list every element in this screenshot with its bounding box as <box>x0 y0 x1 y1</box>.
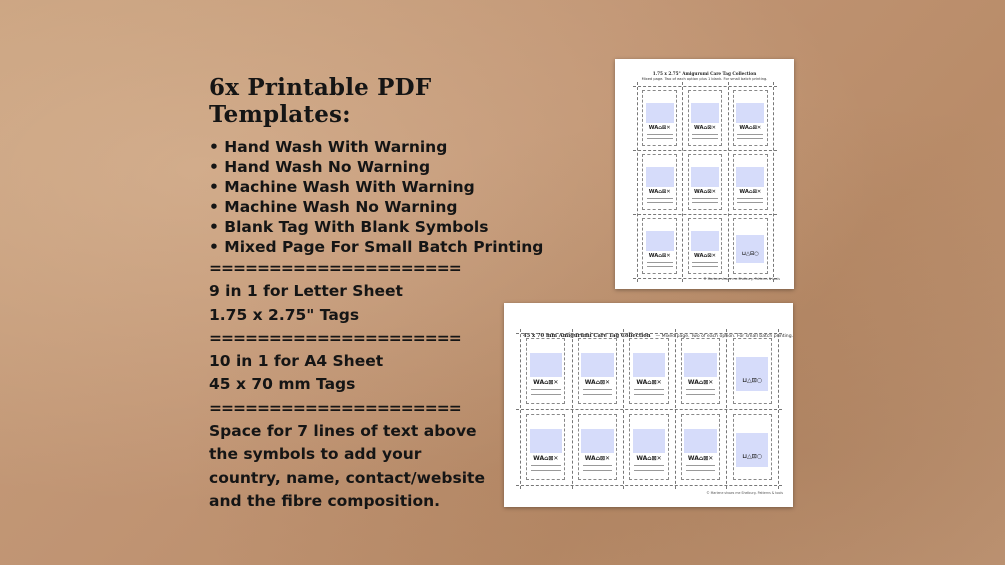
a4-sheet-info: 10 in 1 for A4 Sheet <box>209 352 384 371</box>
care-text-line <box>583 470 613 471</box>
separator-line: ===================== <box>209 328 461 347</box>
space-info-line: country, name, contact/website <box>209 468 485 487</box>
care-symbols: WA⌂⊠✕ <box>739 188 762 195</box>
text-area-box <box>691 103 719 123</box>
care-symbols: ⊔△⊡○ <box>742 453 762 461</box>
care-text-line <box>531 389 561 390</box>
care-tag <box>642 90 676 146</box>
care-symbols: WA⌂⊠✕ <box>648 124 671 131</box>
cut-line-vertical <box>682 82 683 282</box>
care-text-line <box>737 134 763 135</box>
letter-sheet-subtitle: Mixed page. Two of each option plus 1 blank. For small batch printing. <box>641 77 768 81</box>
text-area-box <box>633 353 666 377</box>
care-tag <box>681 414 720 481</box>
care-symbols: WA⌂⊠✕ <box>636 454 662 462</box>
care-tag <box>733 90 767 146</box>
text-area-box <box>633 429 666 453</box>
care-tag <box>733 218 767 274</box>
care-tag <box>688 218 722 274</box>
text-area-box <box>530 429 563 453</box>
care-text-line <box>531 394 561 395</box>
text-area-box <box>736 433 769 466</box>
care-symbols: WA⌂⊠✕ <box>687 454 714 462</box>
care-symbols: WA⌂⊠✕ <box>694 188 716 195</box>
care-text-line <box>531 465 561 466</box>
care-symbols: WA⌂⊠✕ <box>694 252 716 259</box>
care-symbols: WA⌂⊠✕ <box>533 378 559 386</box>
care-text-line <box>692 202 718 203</box>
a4-tag-size: 45 x 70 mm Tags <box>209 375 356 394</box>
text-area-box <box>684 429 717 453</box>
care-symbols: WA⌂⊠✕ <box>584 378 611 386</box>
care-text-line <box>686 394 716 395</box>
space-info-line: Space for 7 lines of text above <box>209 422 477 441</box>
text-area-box <box>736 167 764 187</box>
care-text-line <box>634 470 664 471</box>
template-list-item: • Hand Wash No Warning <box>209 158 431 176</box>
care-symbols: ⊔△⊡○ <box>742 377 762 385</box>
care-symbols: WA⌂⊠✕ <box>694 124 716 131</box>
cut-line-horizontal <box>633 86 777 87</box>
separator-line: ===================== <box>209 398 461 417</box>
letter-sheet-title: 1.75 x 2.75" Amigurumi Care Tag Collection <box>652 71 757 76</box>
care-symbols: ⊔△⊡○ <box>741 251 759 258</box>
care-tag <box>733 338 772 405</box>
text-area-box <box>691 231 719 251</box>
template-list-item: • Mixed Page For Small Batch Printing <box>209 238 544 256</box>
a4-tag-grid <box>520 333 778 485</box>
care-text-line <box>737 198 763 199</box>
text-area-box <box>530 353 563 377</box>
template-list-item: • Hand Wash With Warning <box>209 138 448 156</box>
care-tag <box>526 338 565 405</box>
care-tag <box>526 414 565 481</box>
text-area-box <box>581 429 614 453</box>
care-tag <box>681 338 720 405</box>
letter-sheet-footer: © Marlene shows me Shelburg. Patterns & tools <box>703 277 780 281</box>
care-text-line <box>686 389 716 390</box>
space-info-line: and the fibre composition. <box>209 491 441 510</box>
care-text-line <box>531 470 561 471</box>
a4-sheet-footer: © Marlene shows me Shelburg. Patterns & tools <box>706 491 783 495</box>
text-area-box <box>684 353 717 377</box>
template-list <box>209 137 544 257</box>
care-tag <box>629 338 668 405</box>
care-text-line <box>583 465 613 466</box>
care-text-line <box>737 202 763 203</box>
care-symbols: WA⌂⊠✕ <box>648 252 671 259</box>
care-text-line <box>692 266 718 267</box>
cut-line-horizontal <box>516 409 782 410</box>
care-tag <box>578 338 617 405</box>
cut-line-vertical <box>773 82 774 282</box>
text-area-box <box>646 231 674 251</box>
letter-sheet-preview <box>615 59 794 289</box>
care-tag <box>688 90 722 146</box>
care-text-line <box>647 202 673 203</box>
care-symbols: WA⌂⊠✕ <box>648 188 671 195</box>
care-text-line <box>647 134 673 135</box>
feature-text-block <box>209 74 544 513</box>
template-list-item: • Machine Wash No Warning <box>209 198 458 216</box>
letter-tag-grid <box>637 86 773 278</box>
text-area-box <box>736 357 769 390</box>
care-text-line <box>634 465 664 466</box>
care-tag <box>578 414 617 481</box>
care-symbols: WA⌂⊠✕ <box>687 378 714 386</box>
a4-sheet-preview <box>504 303 793 507</box>
care-text-line <box>647 198 673 199</box>
cut-line-vertical <box>728 82 729 282</box>
care-text-line <box>583 389 613 390</box>
text-area-box <box>736 235 764 263</box>
text-area-box <box>581 353 614 377</box>
care-text-line <box>692 262 718 263</box>
letter-tag-size: 1.75 x 2.75" Tags <box>209 305 360 324</box>
care-text-line <box>583 394 613 395</box>
care-text-line <box>634 389 664 390</box>
space-info-line: the symbols to add your <box>209 445 422 464</box>
care-tag <box>642 154 676 210</box>
care-text-line <box>737 138 763 139</box>
cut-line-horizontal <box>633 214 777 215</box>
cut-line-vertical <box>637 82 638 282</box>
cut-line-horizontal <box>516 333 782 334</box>
care-text-line <box>692 198 718 199</box>
cut-line-horizontal <box>633 150 777 151</box>
main-heading: 6x Printable PDF Templates: <box>209 74 432 128</box>
care-text-line <box>692 134 718 135</box>
care-text-line <box>647 266 673 267</box>
care-text-line <box>686 465 716 466</box>
template-list-item: • Machine Wash With Warning <box>209 178 475 196</box>
text-area-box <box>646 103 674 123</box>
care-text-line <box>647 262 673 263</box>
care-tag <box>642 218 676 274</box>
care-symbols: WA⌂⊠✕ <box>739 124 762 131</box>
template-list-item: • Blank Tag With Blank Symbols <box>209 218 489 236</box>
cut-line-horizontal <box>516 485 782 486</box>
care-text-line <box>686 470 716 471</box>
care-text-line <box>647 138 673 139</box>
care-symbols: WA⌂⊠✕ <box>636 378 662 386</box>
care-tag <box>688 154 722 210</box>
text-area-box <box>646 167 674 187</box>
care-text-line <box>634 394 664 395</box>
text-area-box <box>691 167 719 187</box>
care-tag <box>733 414 772 481</box>
care-symbols: WA⌂⊠✕ <box>584 454 611 462</box>
separator-line: ===================== <box>209 259 461 277</box>
care-symbols: WA⌂⊠✕ <box>533 454 559 462</box>
care-tag <box>629 414 668 481</box>
care-text-line <box>692 138 718 139</box>
a4-sheet-title: 45 x 70 mm Amigurumi Care Tag Collection <box>523 333 651 339</box>
letter-sheet-info: 9 in 1 for Letter Sheet <box>209 282 403 301</box>
a4-sheet-subtitle: — Mixed page. Two of each option. For small batch printing. <box>655 334 794 339</box>
care-tag <box>733 154 767 210</box>
text-area-box <box>736 103 764 123</box>
